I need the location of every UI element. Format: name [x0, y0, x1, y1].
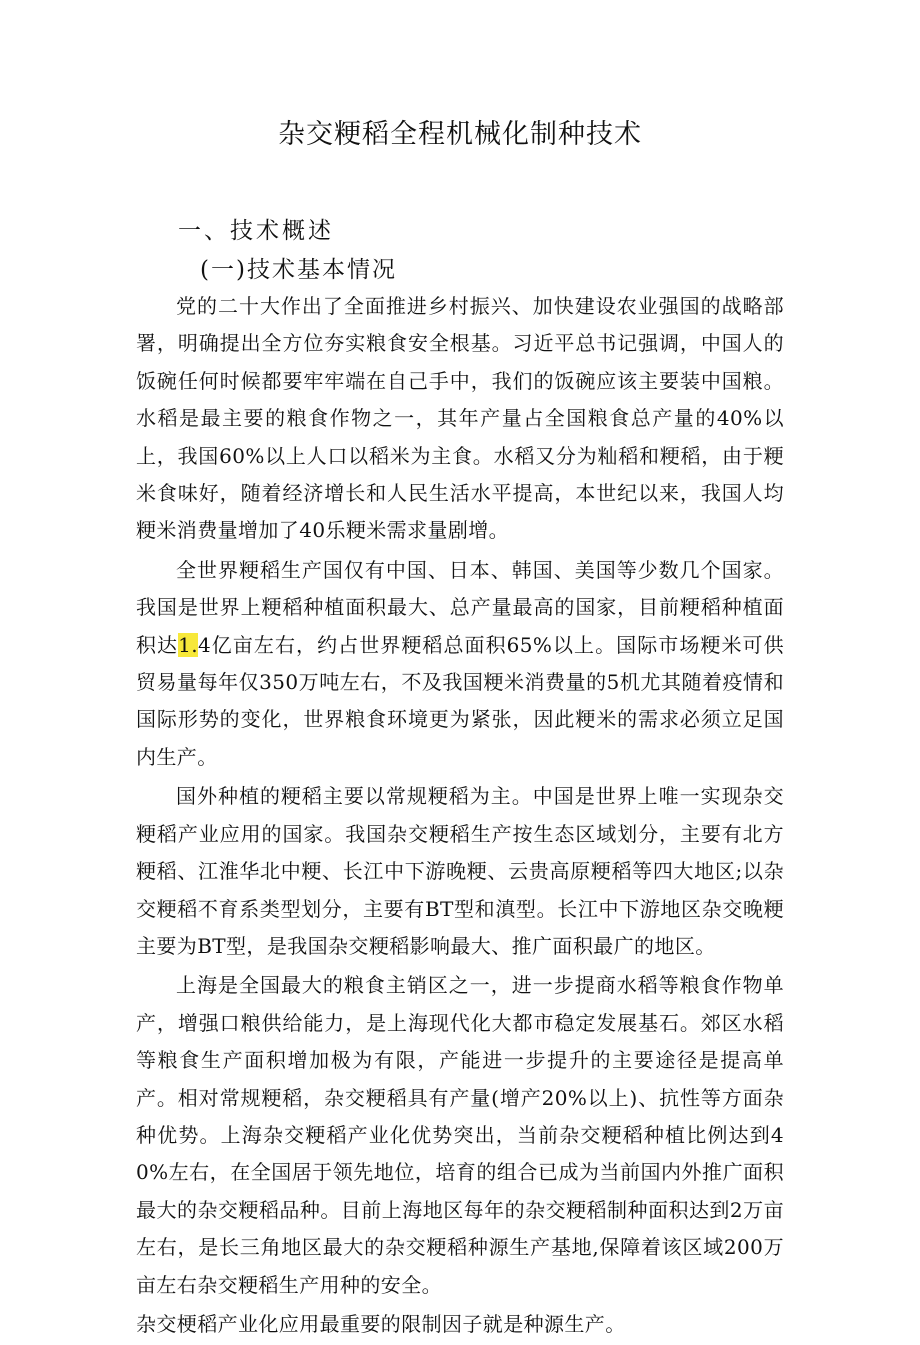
paragraph-5: 杂交梗稻产业化应用最重要的限制因子就是种源生产。 [136, 1311, 626, 1336]
highlighted-text: 1. [178, 632, 199, 657]
paragraph-4: 上海是全国最大的粮食主销区之一，进一步提商水稻等粮食作物单产，增强口粮供给能力，是上海现代化大都市稳定发展基石。郊区水稻等粮食生产面积增加极为有限，产能进一步提升的主要途径是提高单产。相对常规粳稻，杂交粳稻具有产量(增产20%以上)、抗性等方面杂种优势。上海杂交粳稻产业化优势突出，当前杂交粳稻种植比例达到40%左右，在全国居于领先地位，培育的组合已成为当前国内外推广面积最大的杂交粳稻品种。目前上海地区每年的杂交粳稻制种面积达到2万亩左右，是长三角地区最大的杂交粳稻种源生产基地,保障着该区域200万亩左右杂交粳稻生产用种的安全。 [136, 973, 784, 1297]
document-title: 杂交粳稻全程机械化制种技术 [278, 119, 642, 150]
document-body [136, 288, 784, 1345]
paragraph-1: 党的二十大作出了全面推进乡村振兴、加快建设农业强国的战略部署，明确提出全方位夯实粮食安全根基。习近平总书记强调，中国人的饭碗任何时候都要牢牢端在自己手中，我们的饭碗应该主要装中国粮。水稻是最主要的粮食作物之一，其年产量占全国粮食总产量的40%以上，我国60%以上人口以稻米为主食。水稻又分为籼稻和粳稻，由于粳米食味好，随着经济增长和人民生活水平提高，本世纪以来，我国人均粳米消费量增加了40乐粳米需求量剧增。 [136, 294, 784, 543]
paragraph-2-part-1: 全世界粳稻生产国仅有中国、日本、韩国、美国等少数几个国家。我国是世界上粳稻种植面积最大、总产量最高的国家，目前粳稻种植面积达 [136, 557, 784, 657]
subsection-heading-basic-situation: (一)技术基本情况 [200, 257, 397, 283]
paragraph-2-part-2: 4亿亩左右，约占世界粳稻总面积65%以上。国际市场粳米可供贸易量每年仅350万吨左右，不及我国粳米消费量的5机尤其随着疫情和国际形势的变化，世界粮食环境更为紧张，因此粳米的需求必须立足国内生产。 [136, 632, 784, 769]
paragraph-3: 国外种植的粳稻主要以常规粳稻为主。中国是世界上唯一实现杂交粳稻产业应用的国家。我国杂交粳稻生产按生态区域划分，主要有北方粳稻、江淮华北中粳、长江中下游晚粳、云贵高原粳稻等四大地区;以杂交粳稻不育系类型划分，主要有BT型和滇型。长江中下游地区杂交晚粳主要为BT型，是我国杂交粳稻影响最大、推广面积最广的地区。 [136, 784, 784, 958]
paragraph-2 [136, 552, 784, 776]
section-heading-overview: 一、技术概述 [178, 218, 334, 244]
